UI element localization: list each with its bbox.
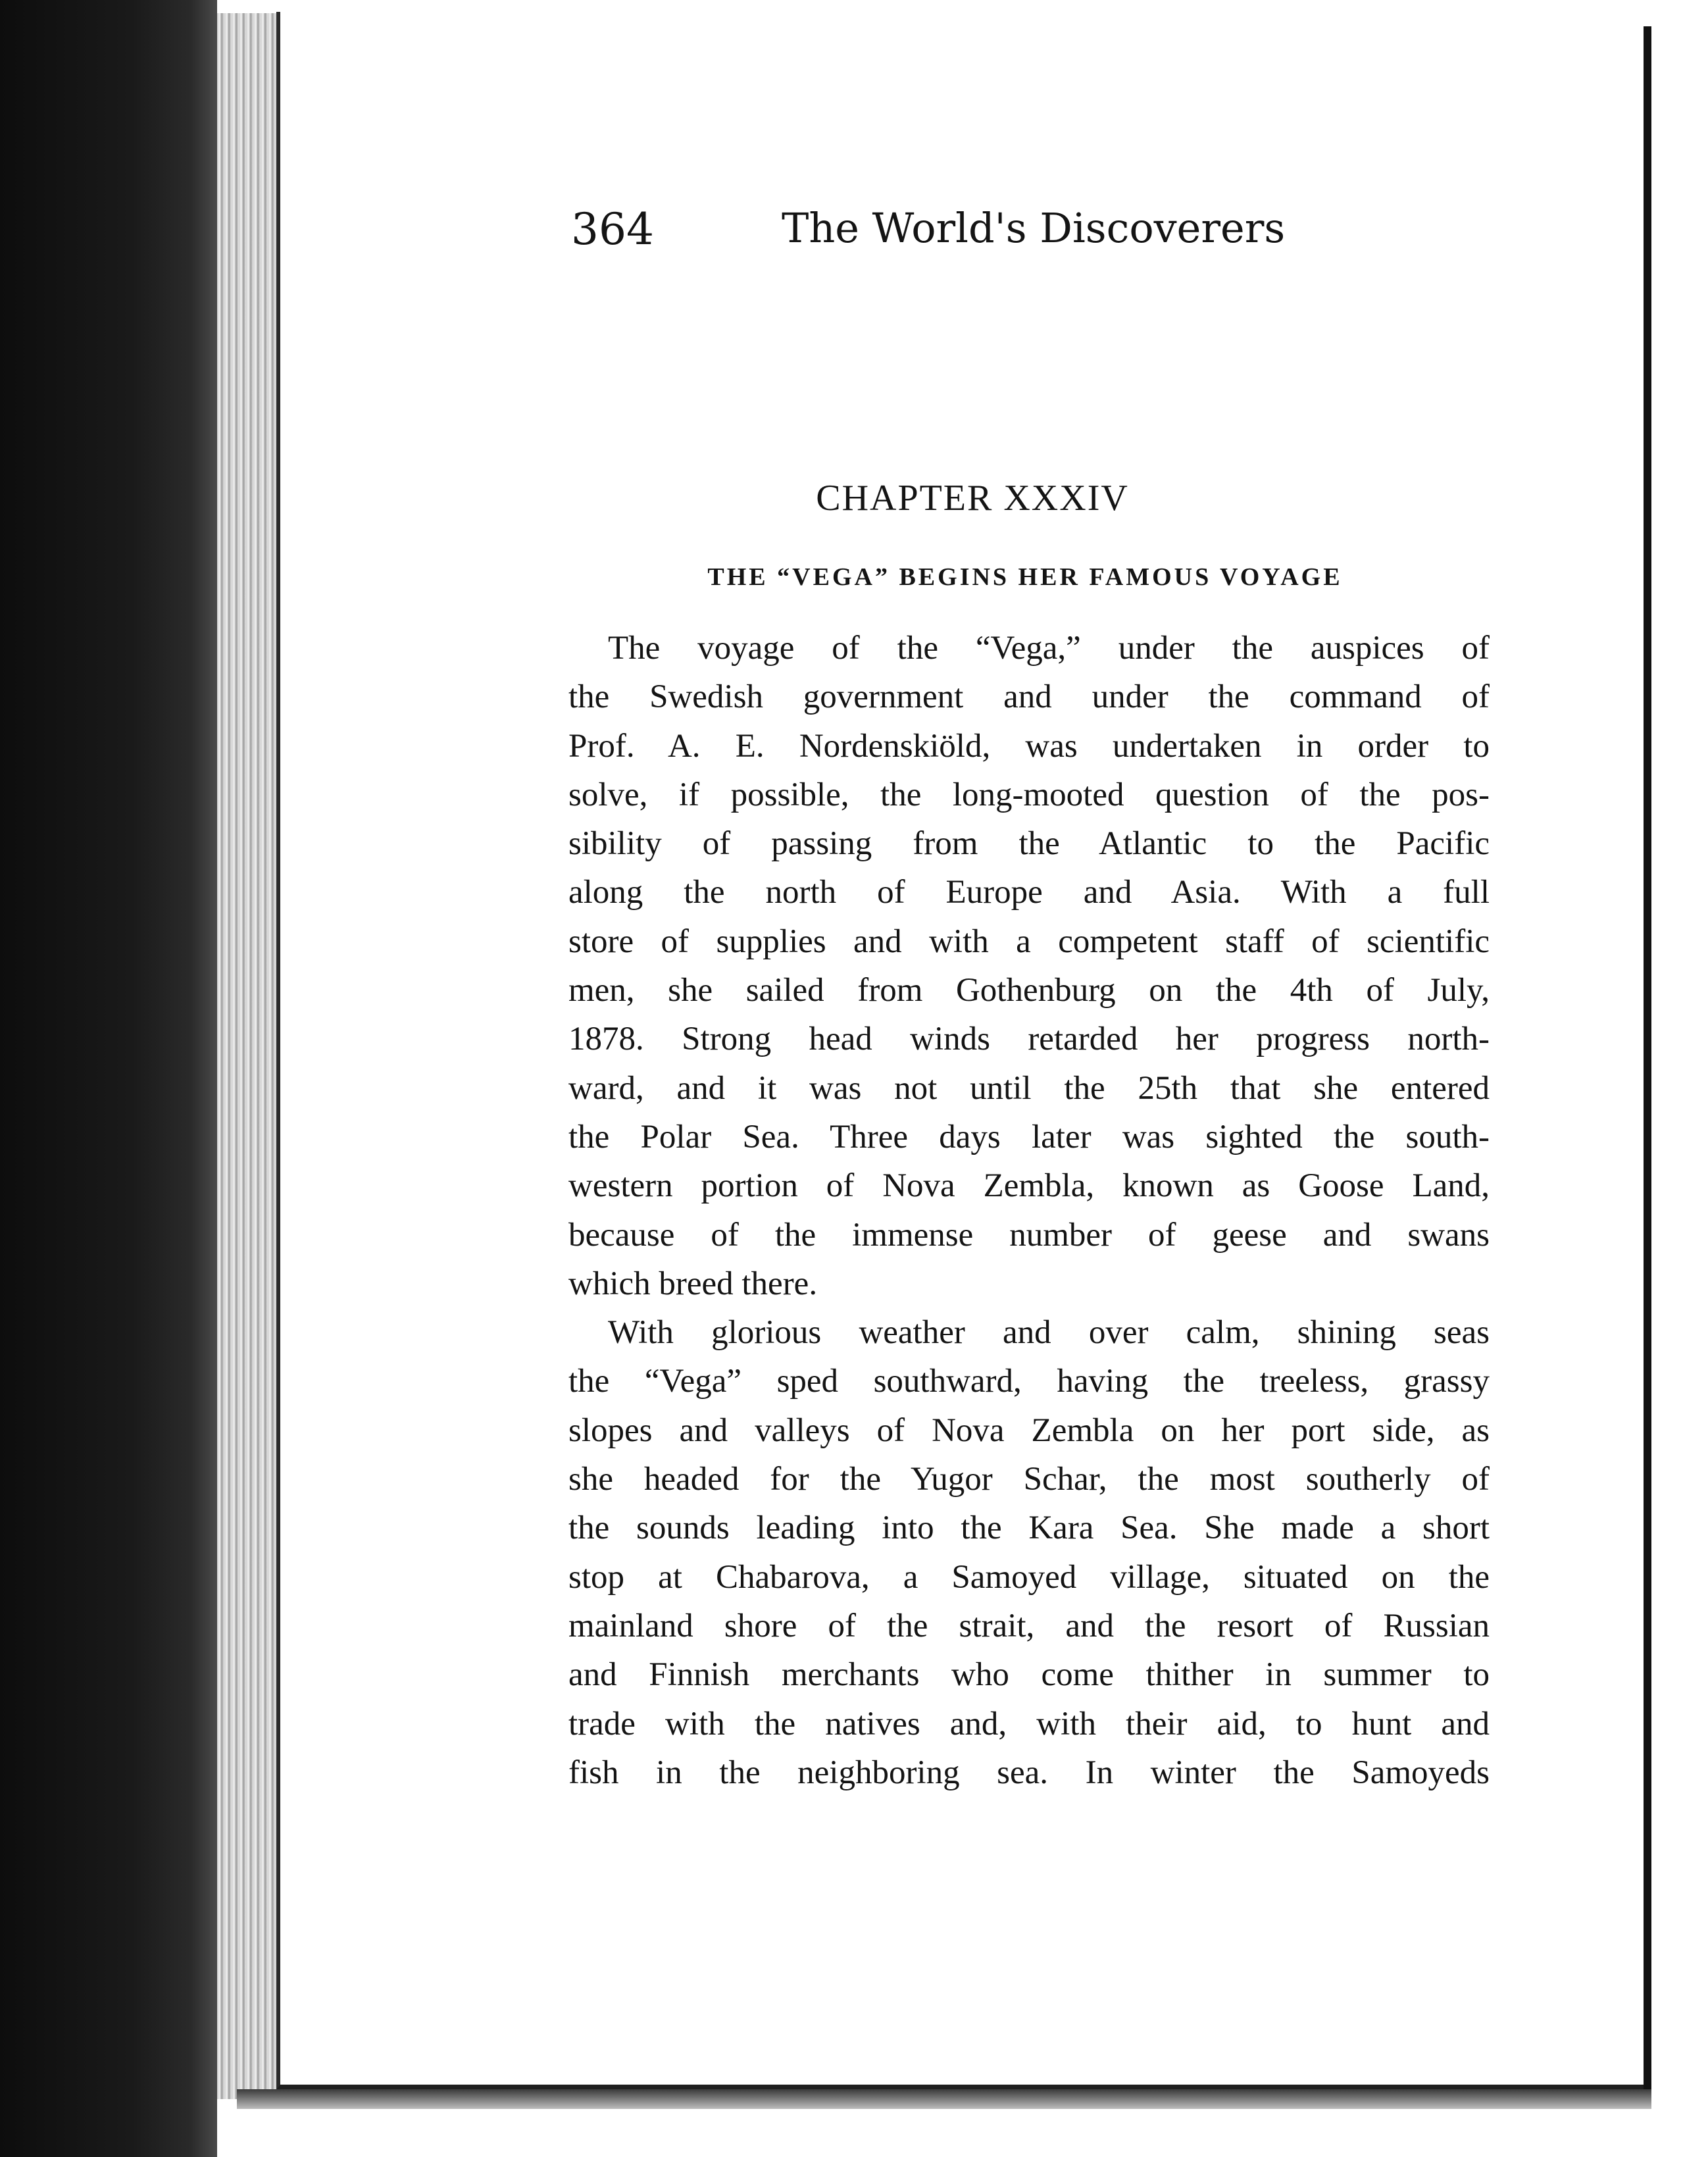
text-line: With glorious weather and over calm, shining seas [608, 1314, 1490, 1352]
page-stack-edges [217, 13, 276, 2099]
page-number: 364 [571, 204, 654, 255]
paragraph-2 [568, 1308, 1490, 1797]
text-line: the Swedish government and under the command of [568, 678, 1490, 716]
text-line: and Finnish merchants who come thither in summer to [568, 1656, 1490, 1694]
text-line: solve, if possible, the long-mooted question of the pos- [568, 776, 1490, 813]
book-edge-shadow [0, 0, 217, 2157]
paragraph-1 [568, 624, 1490, 1308]
text-line: men, she sailed from Gothenburg on the 4th of July, [568, 972, 1490, 1009]
text-line: because of the immense number of geese and swans [568, 1216, 1490, 1254]
running-title: The World's Discoverers [782, 204, 1286, 252]
chapter-title-text: THE “VEGA” BEGINS HER FAMOUS VOYAGE [707, 563, 1343, 591]
text-line: fish in the neighboring sea. In winter the Samoyeds [568, 1754, 1490, 1791]
text-line: 1878. Strong head winds retarded her progress north- [568, 1021, 1490, 1058]
text-line: slopes and valleys of Nova Zembla on her port side, as [568, 1411, 1490, 1449]
text-line: the “Vega” sped southward, having the treeless, grassy [568, 1363, 1490, 1400]
text-line: stop at Chabarova, a Samoyed village, situated on the [568, 1558, 1490, 1596]
text-line: along the north of Europe and Asia. With a full [568, 874, 1490, 911]
running-head [571, 197, 1295, 276]
text-line: Prof. A. E. Nordenskiöld, was undertaken in order to [568, 727, 1490, 765]
text-line: the sounds leading into the Kara Sea. She made a short [568, 1510, 1490, 1547]
chapter-title [0, 563, 1708, 592]
body-text [568, 624, 1490, 1797]
page-right-edge [1644, 26, 1651, 2093]
text-line: ward, and it was not until the 25th that she entered [568, 1069, 1490, 1107]
page-bottom-shadow [237, 2089, 1651, 2109]
chapter-number [0, 477, 1708, 519]
text-line: sibility of passing from the Atlantic to the Pacific [568, 825, 1490, 863]
chapter-number-text: CHAPTER XXXIV [816, 478, 1129, 519]
text-line: The voyage of the “Vega,” under the auspices of [608, 630, 1490, 667]
text-line: mainland shore of the strait, and the resort of Russian [568, 1607, 1490, 1644]
text-line: western portion of Nova Zembla, known as Goose Land, [568, 1167, 1490, 1205]
text-line: store of supplies and with a competent staff of scientific [568, 923, 1490, 960]
text-line: she headed for the Yugor Schar, the most southerly of [568, 1461, 1490, 1498]
text-line: trade with the natives and, with their aid, to hunt and [568, 1705, 1490, 1742]
text-line: which breed there. [568, 1265, 818, 1302]
text-line: the Polar Sea. Three days later was sighted the south- [568, 1118, 1490, 1155]
